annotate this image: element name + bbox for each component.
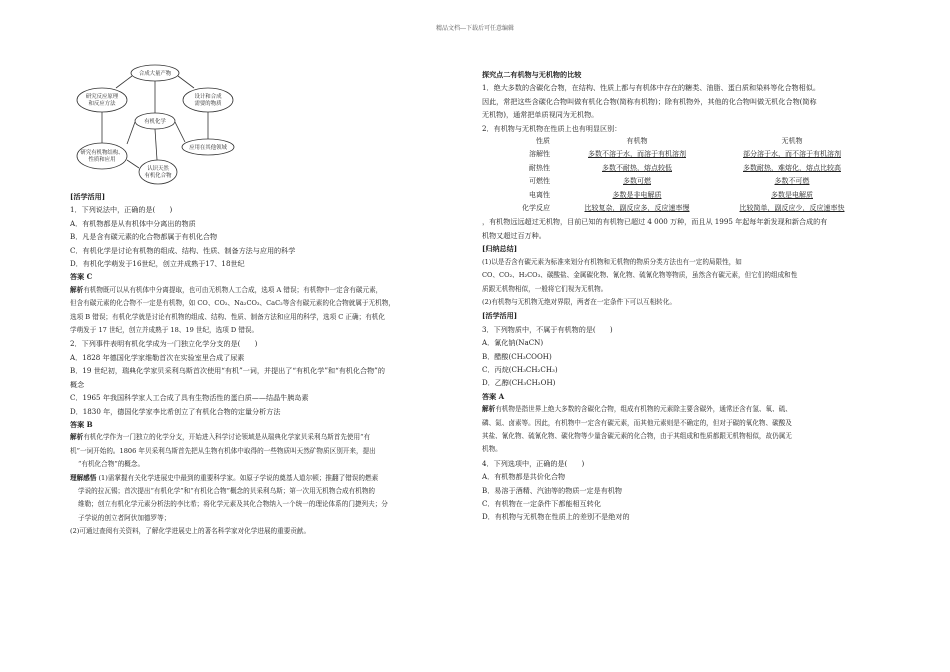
table-row <box>482 175 872 188</box>
left-column <box>70 190 470 539</box>
q4-option-b: B．易溶于酒精、汽油等的物质一定是有机物 <box>482 485 622 495</box>
diagram-node-right-top <box>183 88 233 112</box>
para-1: 1．绝大多数的含碳化合物，在结构、性质上都与有机体中存在的糖类、油脂、蛋白质和染料等化合物相似。 <box>482 83 820 93</box>
diagram-text-left-bottom-2: 性质和应用 <box>88 157 116 163</box>
q2-analysis-line: 有机化学作为一门独立的化学分支，开始进入科学讨论领域是从瑞典化学家贝采利乌斯首先使用“有 <box>83 433 371 442</box>
diagram-node-bottom <box>139 160 177 184</box>
summary-line: 质跟无机物相似，一般将它们视为无机物。 <box>482 284 608 293</box>
q1-analysis-line: 学萌发于 17 世纪，创立并成熟于 18、19 世纪，选项 D 错误。 <box>70 326 259 335</box>
insight-line: 子学说的创立者阿伏加德罗等； <box>78 513 171 522</box>
table-cell: 耐热性 <box>529 163 550 172</box>
insight-line: (2)可通过查阅有关资料，了解化学进展史上的著名科学家对化学进展的重要贡献。 <box>70 527 311 536</box>
table-cell: 多数是非电解质 <box>612 190 662 199</box>
q3-option-a: A．氰化钠(NaCN) <box>482 338 544 348</box>
diagram-text-center: 有机化学 <box>144 119 166 125</box>
summary-line: CO、CO₂、H₂CO₃、碳酸盐、金属碳化物、氰化物、硫氰化物等物质，虽然含有碳元素，但它们的组成和性 <box>482 271 798 280</box>
diagram-text-right-top-1: 设计和合成 <box>194 94 222 100</box>
para-1: 因此，常把这些含碳化合物叫做有机化合物(简称有机物)；除有机物外，其他的化合物叫做无机化合物(简称 <box>482 96 817 106</box>
section-title-practice-2: [活学活用] <box>482 311 518 321</box>
table-cell: 比较简单，副反应少，反应速率快 <box>739 204 845 213</box>
page-header: 精品文档---下载后可任意编辑 <box>435 25 515 32</box>
table-cell: 溶解性 <box>529 150 550 159</box>
insight-label: 理解感悟 <box>70 473 97 482</box>
q2-option-b-cont: 概念 <box>70 379 85 389</box>
insight-line: (1)需掌握有关化学进展史中最到的重要科学家。如原子学说的奠基人道尔顿；推翻了错误的燃素 <box>98 473 379 482</box>
q2-option-a: A．1828 年德国化学家维勒首次在实验室里合成了尿素 <box>70 352 245 362</box>
table-cell: 化学反应 <box>522 204 550 213</box>
table-header: 无机物 <box>781 137 803 146</box>
q3-option-d: D．乙醇(CH₃CH₂OH) <box>482 378 556 388</box>
summary-line: (1)以是否含有碳元素为标准来划分有机物和无机物的物质分类方法也有一定的局限性，如 <box>482 257 742 266</box>
diagram-text-top: 合成大量产物 <box>138 71 172 77</box>
table-cell: 部分溶于水，而不溶于有机溶剂 <box>743 150 841 159</box>
q3-analysis-line: 其盐、氰化物、硫氰化物、碳化物等少量含碳元素的化合物，由于其组成和性质都跟无机物相似，故仍属无 <box>482 431 792 440</box>
table-cell: 多数是电解质 <box>771 190 813 199</box>
insight-line: 学说的拉瓦锡；首次提出“有机化学”和“有机化合物”概念的贝采利乌斯；第一次用无机物合成有机物的 <box>78 486 376 495</box>
diagram-text-bottom-1: 认识天然 <box>147 166 169 172</box>
q3-analysis-line: 磷、氮、卤素等。因此，有机物中一定含有碳元素，而其他元素则是不确定的，但对于碳的氧化物、碳酸及 <box>482 418 792 427</box>
right-column <box>482 68 892 524</box>
q3-option-c: C．丙烷(CH₃CH₂CH₃) <box>482 364 558 374</box>
q2-option-c: C．1965 年我国科学家人工合成了具有生物活性的蛋白质——结晶牛胰岛素 <box>70 393 309 403</box>
q4-stem: 4．下列选项中，正确的是( ) <box>482 458 585 468</box>
q3-stem: 3．下列物质中，不属于有机物的是( ) <box>482 324 613 334</box>
q1-analysis-line: 选项 B 错误；有机化学就是讨论有机物的组成、结构、性质、制备方法和应用的科学，选项 C 正确；有机化 <box>70 312 385 321</box>
q1-option-a: A．有机物都是从有机体中分离出的物质 <box>70 218 196 228</box>
table-cell: 多数不耐热，熔点较低 <box>602 163 672 172</box>
table-row <box>482 148 872 161</box>
q2-answer: 答案 B <box>70 419 93 429</box>
table-cell: 多数耐热，难熔化，熔点比较高 <box>743 163 841 172</box>
table-row <box>482 189 872 202</box>
table-cell: 比较复杂，副反应多，反应速率慢 <box>584 204 690 213</box>
q3-analysis-line: 机物。 <box>482 445 502 454</box>
table-cell: 多数可燃 <box>623 177 651 186</box>
diagram-node-left-top <box>77 88 127 112</box>
q2-analysis-label: 解析 <box>70 433 84 442</box>
table-cell: 电离性 <box>529 190 550 199</box>
table-cell: 多数不溶于水，而溶于有机溶剂 <box>588 150 686 159</box>
diagram-node-left-bottom <box>77 143 127 169</box>
q3-answer: 答案 A <box>482 391 505 401</box>
table-row <box>482 162 872 175</box>
q2-analysis-line: 机”一词开始的。1806 年贝采利乌斯首先把从生物有机体中取得的一些物质叫天然矿物质区别开来，提出 <box>70 446 376 455</box>
q1-answer: 答案 C <box>70 272 93 282</box>
q2-analysis-line: “有机化合物”的概念。 <box>78 460 145 469</box>
diagram-text-left-bottom-1: 研究有机物结构、 <box>80 150 124 156</box>
q2-option-d: D．1830 年，德国化学家李比希创立了有机化合物的定量分析方法 <box>70 406 281 416</box>
q1-analysis-line: 但含有碳元素的化合物不一定是有机物，如 CO、CO₂、Na₂CO₃、CaC₂等含有碳元素的化合物就属于无机物， <box>70 299 395 308</box>
q1-option-b: B．凡是含有碳元素的化合物都属于有机化合物 <box>70 232 218 242</box>
table-header-row <box>482 135 872 148</box>
table-row <box>482 202 872 215</box>
table-cell: 可燃性 <box>529 177 550 186</box>
q1-analysis-label: 解析 <box>70 285 84 294</box>
insight-line: 维勒；创立有机化学元素分析法的李比希；将化学元素及其化合物纳入一个统一的理论体系的门捷列夫；分 <box>78 500 388 509</box>
q1-analysis-line: 有机物既可以从有机体中分离提取，也可由无机物人工合成，选项 A 错误；有机物中一定含有碳元素， <box>83 285 383 294</box>
para-3: 机物又超过百万种。 <box>482 230 546 240</box>
diagram-text-left-top-2: 和反应方法 <box>88 101 116 107</box>
q1-option-d: D．有机化学萌发于16世纪，创立并成熟于17、18世纪 <box>70 259 245 269</box>
diagram-text-bottom-2: 有机化合物 <box>144 173 172 179</box>
diagram-text-left-top-1: 研究反应原理 <box>85 94 119 100</box>
table-header: 有机物 <box>626 137 648 146</box>
q1-option-c: C．有机化学是讨论有机物的组成、结构、性质、制备方法与应用的科学 <box>70 245 296 255</box>
table-header: 性质 <box>536 137 550 146</box>
q4-option-a: A．有机物都是共价化合物 <box>482 472 566 482</box>
summary-line: (2)有机物与无机物无绝对界限，两者在一定条件下可以互相转化。 <box>482 297 676 306</box>
para-1: 无机物)，通常把单质视同为无机物。 <box>482 110 599 120</box>
table-cell: 多数不可燃 <box>774 177 810 186</box>
q3-analysis-label: 解析 <box>482 405 496 414</box>
q2-stem: 2．下列事件表明有机化学成为一门独立化学分支的是( ) <box>70 339 258 349</box>
section-title-practice: [活学活用] <box>70 192 106 201</box>
organic-chemistry-diagram <box>70 62 240 187</box>
q4-option-c: C．有机物在一定条件下都能相互转化 <box>482 499 601 508</box>
q3-option-b: B．醋酸(CH₃COOH) <box>482 351 552 361</box>
q3-analysis-line: 有机物是指世界上绝大多数的含碳化合物，组成有机物的元素除主要含碳外，通常还含有氢、氧、硫、 <box>495 405 792 414</box>
diagram-text-right-top-2: 需要的物质 <box>194 101 222 107</box>
comparison-table <box>482 135 872 215</box>
section-title-summary: [归纳总结] <box>482 244 518 254</box>
diagram-text-right-bottom: 应用在其他领域 <box>189 145 227 151</box>
q2-option-b: B．19 世纪初，瑞典化学家贝采利乌斯首次使用“有机”一词，并提出了“有机化学”和“有机化合物”的 <box>70 366 385 376</box>
q1-stem: 1．下列说法中，正确的是( ) <box>70 205 173 215</box>
q4-option-d: D．有机物与无机物在性质上的差别不是绝对的 <box>482 512 630 522</box>
para-2: 2．有机物与无机物在性质上也有明显区别： <box>482 123 622 133</box>
para-3: ，有机物远远超过无机物，目前已知的有机物已超过 4 000 万种，而且从 1995 年起每年新发现和新合成的有 <box>482 217 828 227</box>
section-title-compare: 探究点二有机物与无机物的比较 <box>482 70 582 79</box>
